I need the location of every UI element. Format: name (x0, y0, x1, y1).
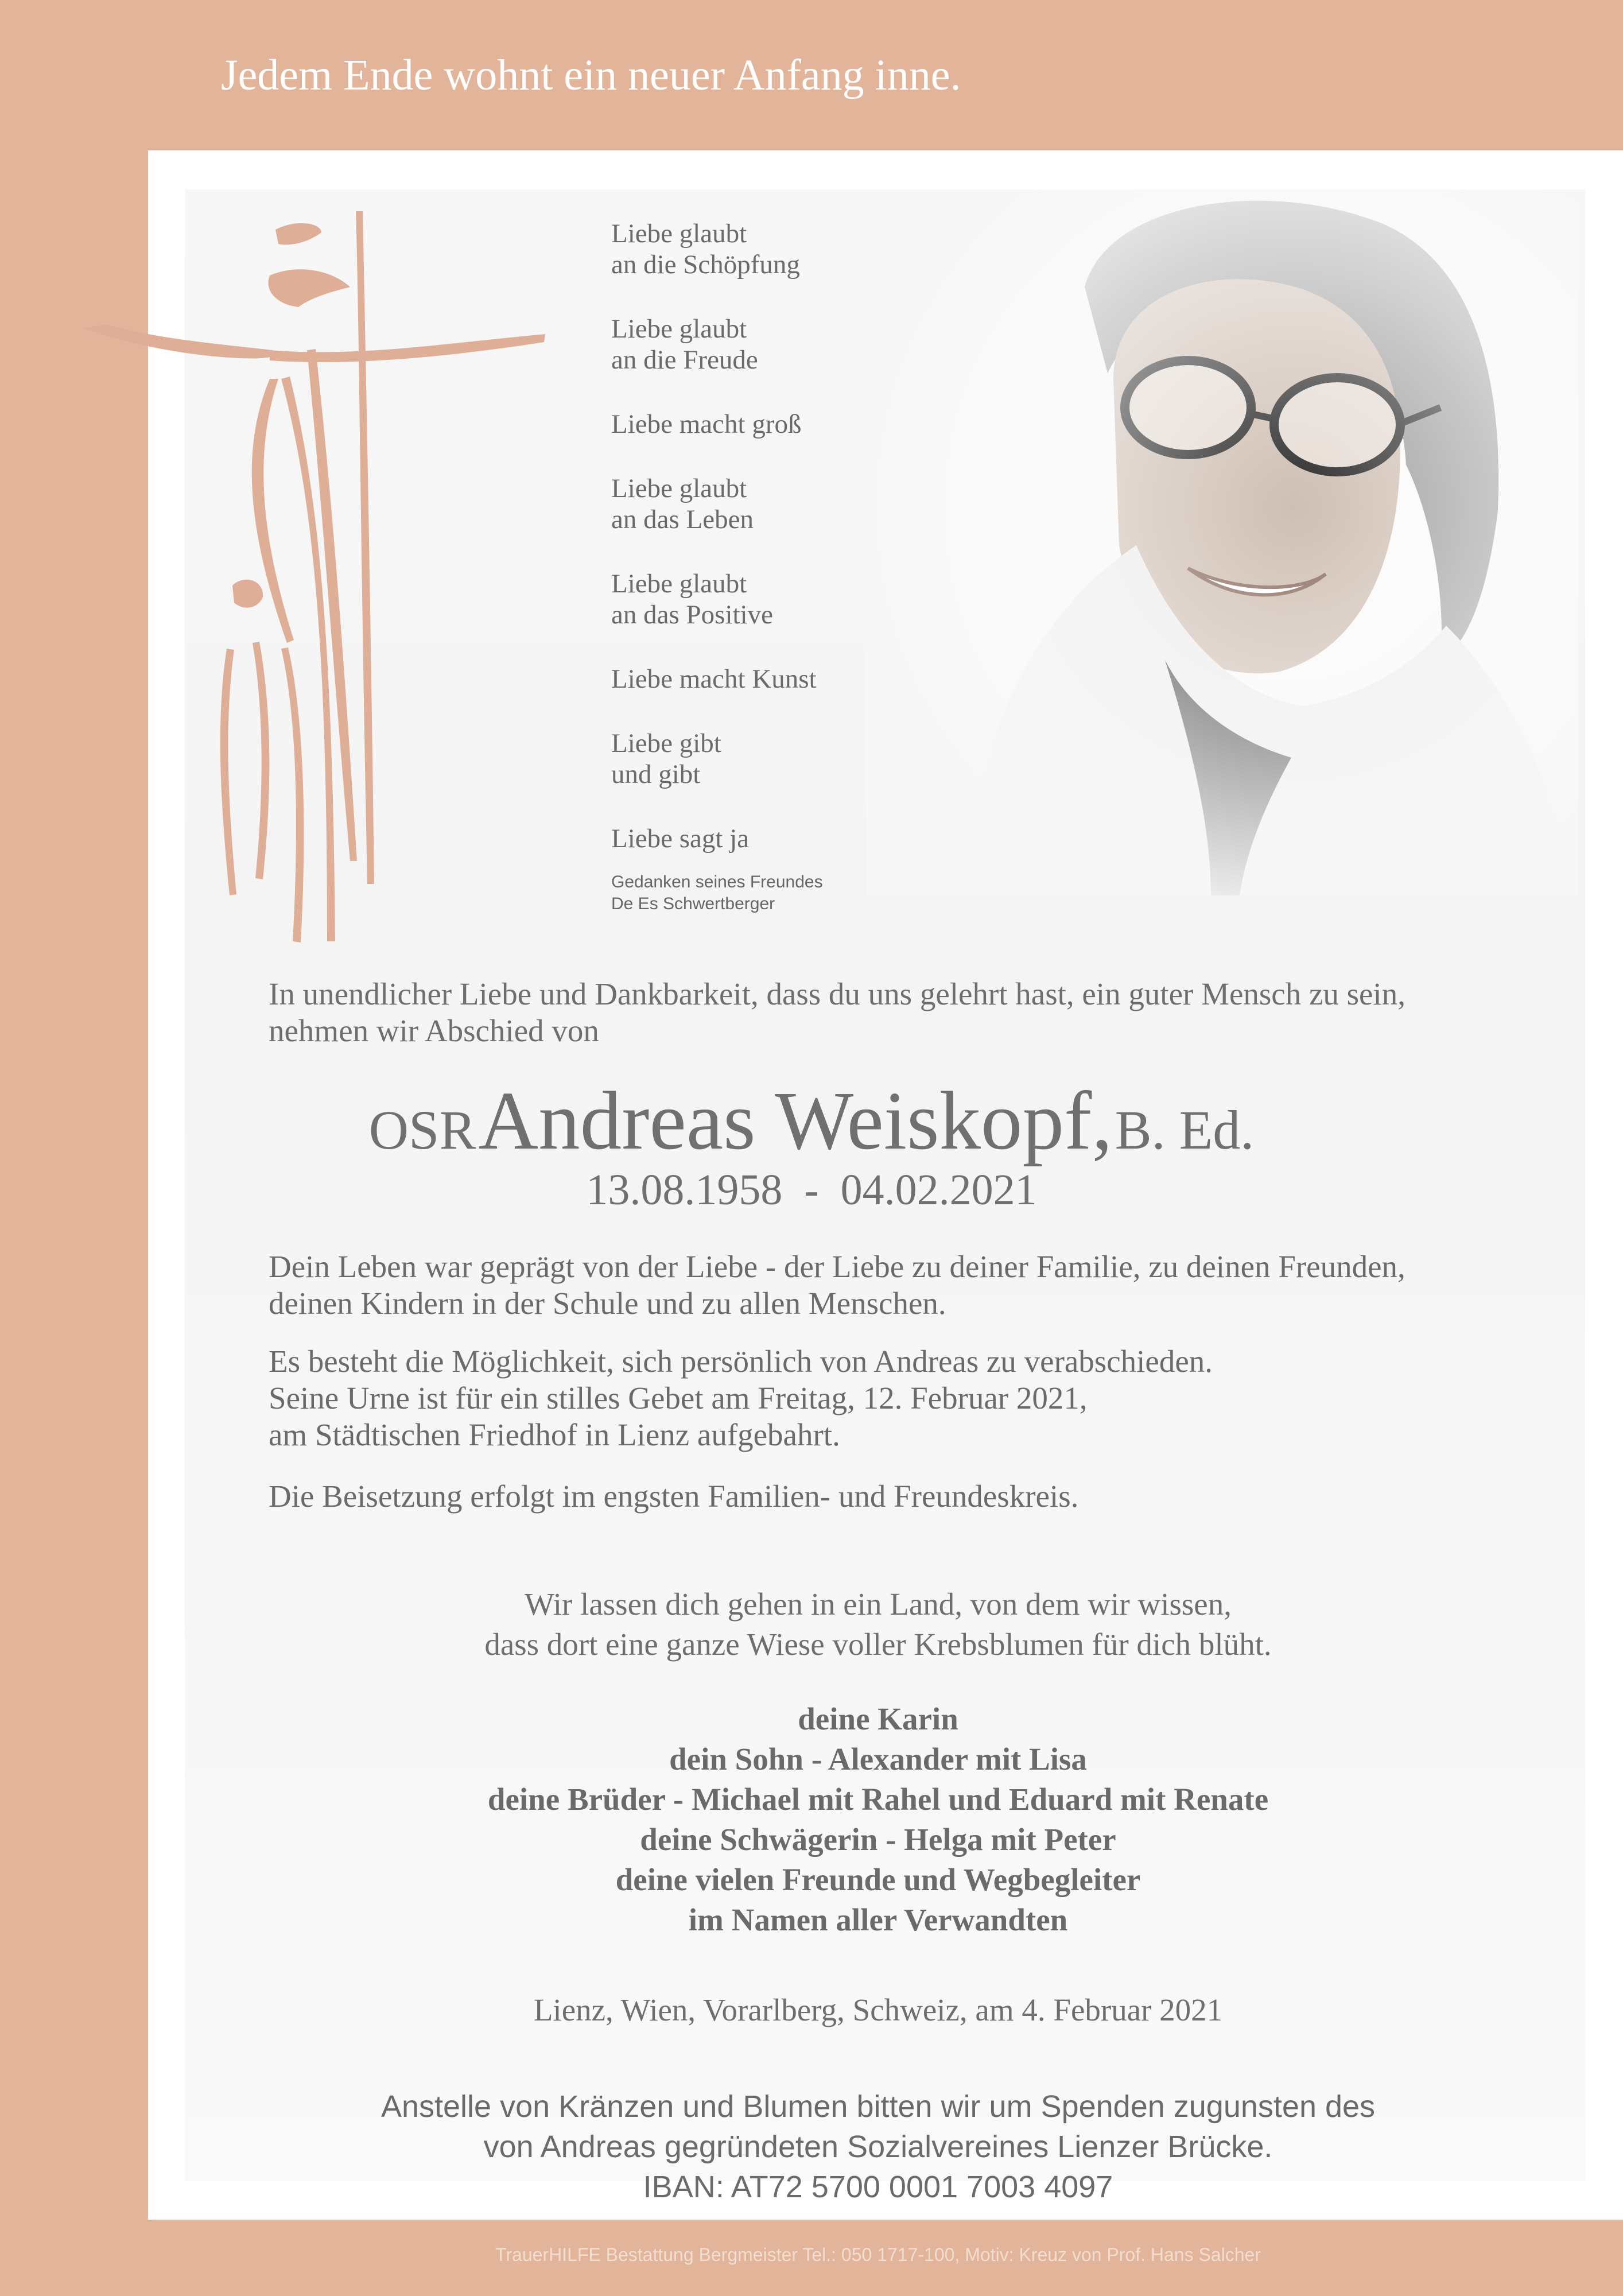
life-dates: 13.08.1958 - 04.02.2021 (586, 1166, 1037, 1214)
poem-line: Liebe glaubt (611, 569, 747, 599)
poem-line: Liebe macht Kunst (611, 664, 817, 694)
poem-line: an die Schöpfung (611, 250, 800, 280)
place-and-date: Lienz, Wien, Vorarlberg, Schweiz, am 4. Februar 2021 (533, 1992, 1223, 2027)
poem-line: an das Positive (611, 600, 773, 630)
name-suffix-title: B. Ed. (1115, 1099, 1255, 1161)
poem-credit-line: Gedanken seines Freundes (611, 872, 823, 891)
paragraph-line: Es besteht die Möglichkeit, sich persönlich von Andreas zu verabschieden. (269, 1344, 1213, 1379)
paragraph-line: Dein Leben war geprägt von der Liebe - der Liebe zu deiner Familie, zu deinen Freunden, (269, 1249, 1405, 1284)
intro-line: In unendlicher Liebe und Dankbarkeit, dass du uns gelehrt hast, ein guter Mensch zu sein, (269, 976, 1405, 1011)
donation-line: von Andreas gegründeten Sozialvereines Lienzer Brücke. (483, 2130, 1273, 2164)
poem-line: Liebe glaubt (611, 314, 747, 344)
footer-credits: TrauerHILFE Bestattung Bergmeister Tel.: 050 1717-100, Motiv: Kreuz von Prof. Hans Salcher (495, 2244, 1261, 2265)
mourner: deine Karin (798, 1701, 958, 1736)
portrait-photo (867, 189, 1578, 895)
poem-line: Liebe gibt (611, 728, 721, 758)
poem-credit (611, 871, 823, 915)
poem-stanza (611, 728, 823, 790)
donation-line: Anstelle von Kränzen und Blumen bitten wir um Spenden zugunsten des (380, 2089, 1376, 2124)
poem-credit-line: De Es Schwertberger (611, 894, 775, 913)
deceased-name-line (0, 1073, 1623, 1169)
poem-stanza (611, 473, 823, 535)
poem-line: Liebe sagt ja (611, 824, 750, 854)
poem-stanza (611, 218, 823, 280)
poem-line: Liebe glaubt (611, 219, 747, 249)
iban: IBAN: AT72 5700 0001 7003 4097 (643, 2170, 1113, 2204)
motto-heading: Jedem Ende wohnt ein neuer Anfang inne. (221, 51, 961, 99)
intro-text (269, 976, 1502, 1049)
poem (611, 218, 823, 915)
mourner: deine vielen Freunde und Wegbegleiter (615, 1862, 1141, 1897)
paragraph-line: Seine Urne ist für ein stilles Gebet am Freitag, 12. Februar 2021, (269, 1380, 1088, 1415)
burial-paragraph (269, 1478, 1502, 1515)
viewing-paragraph (269, 1343, 1502, 1453)
mourner: deine Brüder - Michael mit Rahel und Eduard mit Renate (487, 1782, 1269, 1817)
name-prefix-title: OSR (368, 1099, 476, 1161)
poem-stanza (611, 568, 823, 630)
mourner: im Namen aller Verwandten (688, 1902, 1068, 1937)
farewell-line: Wir lassen dich gehen in ein Land, von dem wir wissen, (525, 1587, 1232, 1622)
intro-line: nehmen wir Abschied von (269, 1013, 599, 1048)
paragraph-line: deinen Kindern in der Schule und zu allen Menschen. (269, 1286, 946, 1321)
poem-line: an die Freude (611, 345, 758, 375)
farewell-line: dass dort eine ganze Wiese voller Krebsblumen für dich blüht. (484, 1627, 1272, 1662)
deceased-name: Andreas Weiskopf, (478, 1075, 1113, 1167)
poem-line: Liebe glaubt (611, 474, 747, 503)
cross-figures-icon (80, 207, 551, 953)
poem-line: Liebe macht groß (611, 409, 802, 439)
mourner: dein Sohn - Alexander mit Lisa (669, 1742, 1087, 1777)
poem-stanza (611, 664, 823, 695)
poem-stanza (611, 409, 823, 440)
paragraph-line: Die Beisetzung erfolgt im engsten Familien- und Freundeskreis. (269, 1479, 1079, 1514)
mourner: deine Schwägerin - Helga mit Peter (640, 1822, 1116, 1857)
poem-line: an das Leben (611, 505, 754, 534)
poem-line: und gibt (611, 759, 701, 789)
paragraph-line: am Städtischen Friedhof in Lienz aufgebahrt. (269, 1417, 840, 1452)
farewell-verse (0, 1584, 1623, 1665)
mourners-list (0, 1699, 1623, 1940)
poem-stanza (611, 823, 823, 854)
life-paragraph (269, 1248, 1502, 1322)
donation-request (0, 2086, 1623, 2207)
poem-stanza (611, 313, 823, 375)
